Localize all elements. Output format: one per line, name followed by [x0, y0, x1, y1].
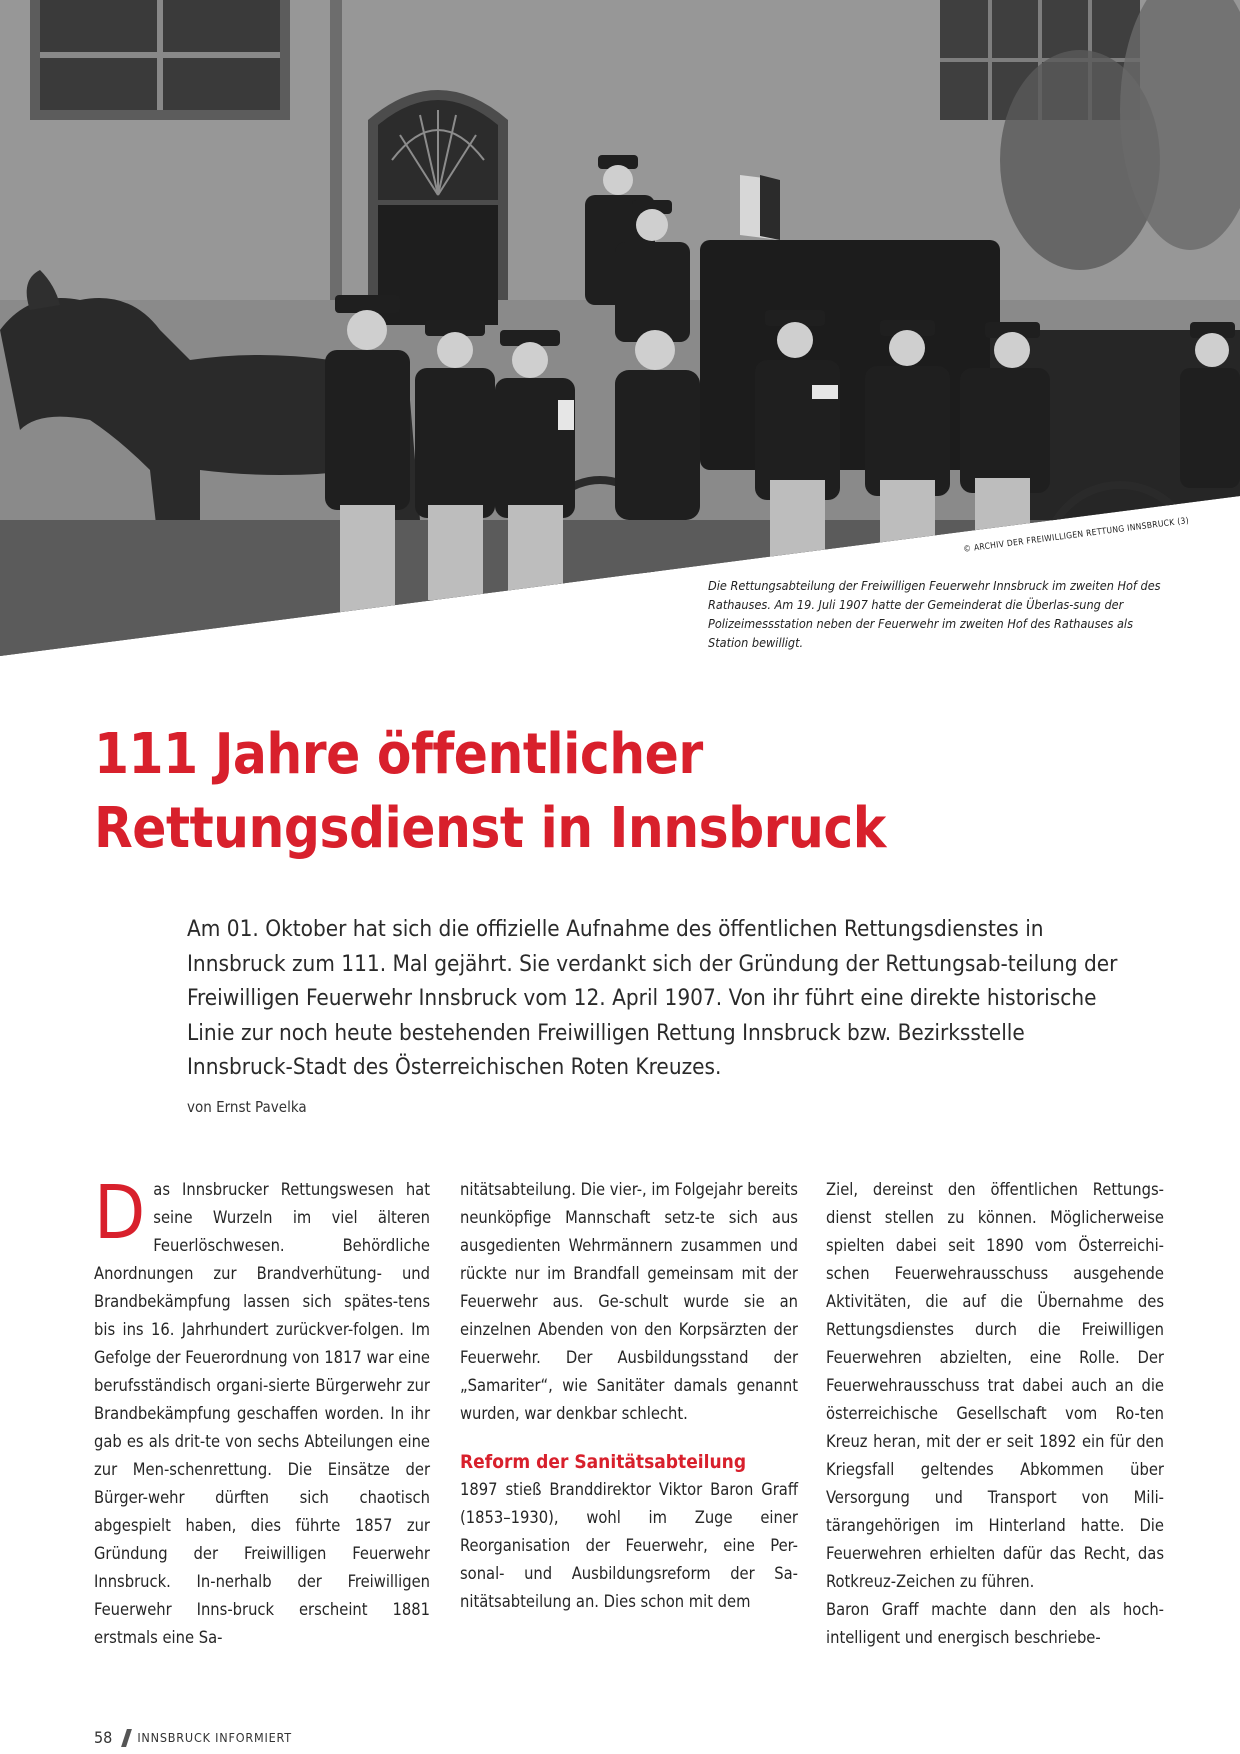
body-column-2: [460, 1176, 798, 1616]
paragraph-intro: [94, 1170, 430, 1652]
body-column-3: [826, 1176, 1164, 1652]
publication-name: INNSBRUCK INFORMIERT: [137, 1730, 292, 1745]
body-column-1: [94, 1170, 430, 1652]
column-3-text-b: Baron Graff machte dann den als hoch-intelligent und energisch beschriebe-: [826, 1600, 1164, 1647]
article-title: [94, 718, 886, 866]
column-2-text: nitätsabteilung. Die vier-, im Folgejahr bereits neunköpfige Mannschaft setz-te sich aus ausgedienten Wehrmännern zusammen und rückte nur im Brandfall gemeinsam mit der Feuerwehr aus. Ge-schult wurde sie an einzelnen Abenden von den Korpsärzten der Feuerwehr. Der Ausbildungsstand der „Samariter“, wie Sanitäter damals genannt wurden, war denkbar schlecht.: [460, 1180, 798, 1423]
slash-divider-icon: [121, 1729, 132, 1747]
photo-credit: © ARCHIV DER FREIWILLIGEN RETTUNG INNSBRUCK (3): [962, 516, 1190, 555]
drop-cap: D: [94, 1170, 146, 1256]
article-lead: Am 01. Oktober hat sich die offizielle Aufnahme des öffentlichen Rettungsdienstes in Innsbruck zum 111. Mal gejährt. Sie verdankt sich der Gründung der Rettungsab-teilung der Freiwilligen Feuerwehr Innsbruck vom 12. April 1907. Von ihr führt eine direkte historische Linie zur noch heute bestehenden Freiwilligen Rettung Innsbruck bzw. Bezirksstelle Innsbruck-Stadt des Österreichischen Roten Kreuzes.: [187, 916, 1118, 1081]
page-number: 58: [94, 1728, 113, 1747]
page-footer: [94, 1728, 292, 1747]
article-title-line-2: Rettungsdienst in Innsbruck: [94, 796, 886, 861]
photo-caption: Die Rettungsabteilung der Freiwilligen Feuerwehr Innsbruck im zweiten Hof des Rathauses. Am 19. Juli 1907 hatte der Gemeinderat die Überlas-sung der Polizeimessstation neben der Feuerwehr im zweiten Hof des Rathauses als Station bewilligt.: [708, 578, 1161, 650]
historic-photo: [0, 0, 1240, 656]
photo-illustration: [0, 0, 1240, 656]
article-author: von Ernst Pavelka: [187, 1098, 307, 1116]
column-2-text-b: 1897 stieß Branddirektor Viktor Baron Graff (1853–1930), wohl im Zuge einer Reorganisation der Feuerwehr, eine Per-sonal- und Ausbildungsreform der Sa-nitätsabteilung an. Dies schon mit dem: [460, 1480, 798, 1611]
section-heading: Reform der Sanitätsabteilung: [460, 1451, 747, 1473]
column-3-text: Ziel, dereinst den öffentlichen Rettungs-dienst stellen zu können. Möglicherweise spielten dabei seit 1890 vom Österreichi-schen Feuerwehrausschuss ausgehende Aktivitäten, die auf die Übernahme des Rettungsdienstes durch die Freiwilligen Feuerwehren abzielten, eine Rolle. Der Feuerwehrausschuss trat dabei auch an die österreichische Gesellschaft vom Ro-ten Kreuz heran, mit der er seit 1892 ein für den Kriegsfall geltendes Abkommen über Versorgung und Transport von Mili-tärangehörigen im Hinterland hatte. Die Feuerwehren erhielten dafür das Recht, das Rotkreuz-Zeichen zu führen.: [826, 1180, 1164, 1591]
article-title-line-1: 111 Jahre öffentlicher: [94, 722, 703, 787]
column-1-text: as Innsbrucker Rettungswesen hat seine Wurzeln im viel älteren Feuerlöschwesen. Behördliche Anordnungen zur Brandverhütung- und Brandbekämpfung lassen sich spätes-tens bis ins 16. Jahrhundert zurückver-folgen. Im Gefolge der Feuerordnung von 1817 war eine berufsständisch organi-sierte Bürgerwehr zur Brandbekämpfung geschaffen worden. In ihr gab es als drit-te von sechs Abteilungen eine zur Men-schenrettung. Die Einsätze der Bürger-wehr dürften sich chaotisch abgespielt haben, dies führte 1857 zur Gründung der Freiwilligen Feuerwehr Innsbruck. In-nerhalb der Freiwilligen Feuerwehr Inns-bruck erscheint 1881 erstmals eine Sa-: [94, 1180, 430, 1647]
